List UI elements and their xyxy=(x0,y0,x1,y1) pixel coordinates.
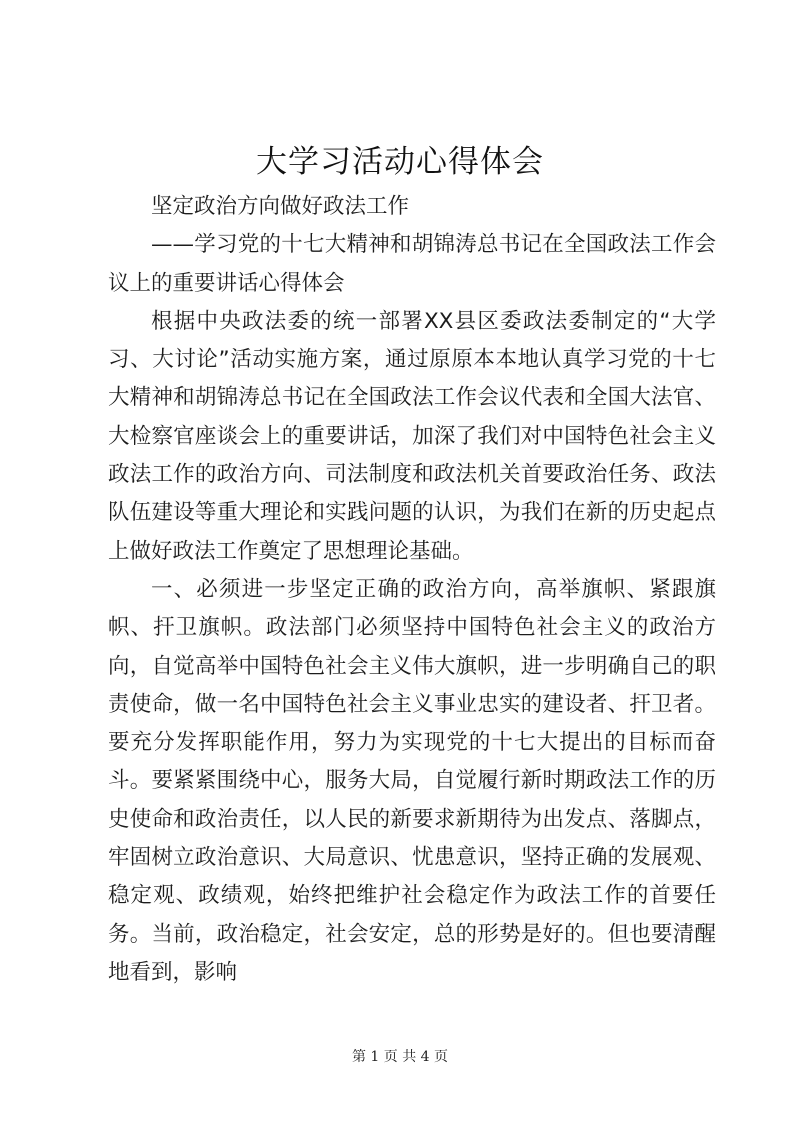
subtitle-line: ——学习党的十七大精神和胡锦涛总书记在全国政法工作会议上的重要讲话心得体会 xyxy=(108,232,716,296)
subtitle-heading: 坚定政治方向做好政法工作 xyxy=(151,194,410,219)
document-title: 大学习活动心得体会 xyxy=(256,144,544,180)
section-one-paragraph: 一、必须进一步坚定正确的政治方向，高举旗帜、紧跟旗帜、扞卫旗帜。政法部门必须坚持中国特色社会主义的政治方向，自觉高举中国特色社会主义伟大旗帜，进一步明确自己的职责使命，做一名中国特色社会主义事业忠实的建设者、扞卫者。要充分发挥职能作用，努力为实现党的十七大提出的目标而奋斗。要紧紧围绕中心，服务大局，自觉履行新时期政法工作的历史使命和政治责任，以人民的新要求新期待为出发点、落脚点，牢固树立政治意识、大局意识、忧患意识，坚持正确的发展观、稳定观、政绩观，始终把维护社会稳定作为政法工作的首要任务。当前，政治稳定，社会安定，总的形势是好的。但也要清醒地看到，影响 xyxy=(108,576,716,985)
document-body xyxy=(108,188,716,992)
page-footer: 第 1 页 共 4 页 xyxy=(351,1049,449,1065)
intro-paragraph: 根据中央政法委的统一部署XX县区委政法委制定的“大学习、大讨论”活动实施方案，通过原原本本地认真学习党的十七大精神和胡锦涛总书记在全国政法工作会议代表和全国大法官、大检察官座谈会上的重要讲话，加深了我们对中国特色社会主义政法工作的政治方向、司法制度和政法机关首要政治任务、政法队伍建设等重大理论和实践问题的认识，为我们在新的历史起点上做好政法工作奠定了思想理论基础。 xyxy=(108,308,716,564)
